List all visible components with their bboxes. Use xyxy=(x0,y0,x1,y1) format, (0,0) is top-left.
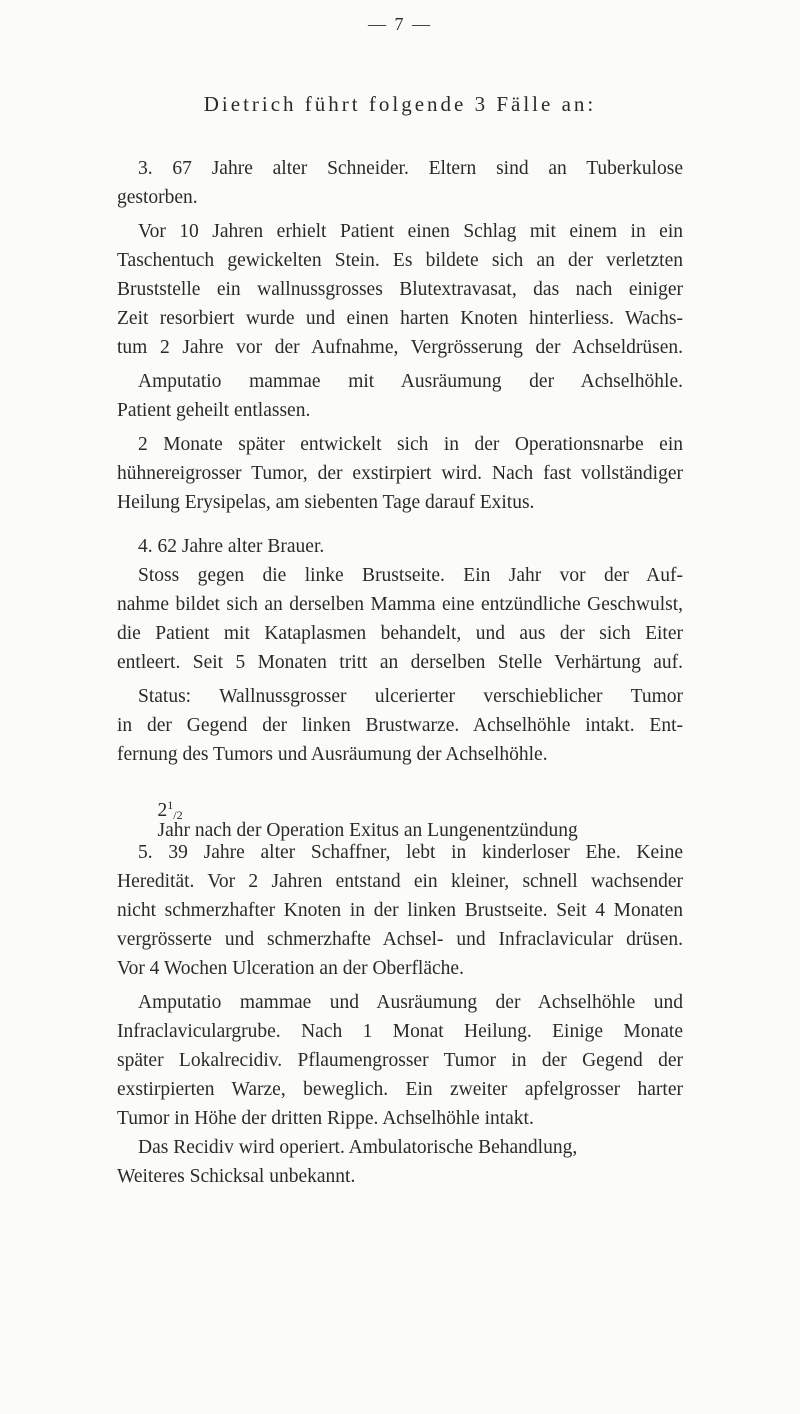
page-number: — 7 — xyxy=(368,14,432,34)
case-5-line: Vor 4 Wochen Ulceration an der Oberfläche. xyxy=(117,958,464,979)
case-5-line: exstirpierten Warze, beweglich. Ein zweiter apfelgrosser harter xyxy=(117,1079,683,1100)
case-4-line: entleert. Seit 5 Monaten tritt an derselben Stelle Verhärtung auf. xyxy=(117,652,683,673)
case-4-line: 4. 62 Jahre alter Brauer. xyxy=(138,536,325,557)
case-3-line: tum 2 Jahre vor der Aufnahme, Vergrösserung der Achseldrüsen. xyxy=(117,337,683,358)
case-5-line: vergrösserte und schmerzhafte Achsel- und Infraclavicular drüsen. xyxy=(117,929,683,950)
case-5-line: nicht schmerzhafter Knoten in der linken Brustseite. Seit 4 Monaten xyxy=(117,900,683,921)
fraction-denominator: 2 xyxy=(176,807,183,822)
case-5-line: Amputatio mammae und Ausräumung der Achselhöhle und xyxy=(138,992,683,1013)
fraction-numerator: 1 xyxy=(167,797,174,812)
case-4-line: nahme bildet sich an derselben Mamma eine entzündliche Geschwulst, xyxy=(117,594,683,615)
case-3-line: Amputatio mammae mit Ausräumung der Achselhöhle. xyxy=(138,371,683,392)
case-4-line: $2^1_{/2}$ Jahr nach der Operation Exitus an Lungenentzündung xyxy=(157,797,578,841)
case-5-line: Infraclaviculargrube. Nach 1 Monat Heilung. Einige Monate xyxy=(117,1021,683,1042)
case-5-line: Das Recidiv wird operiert. Ambulatorische Behandlung, xyxy=(138,1137,578,1158)
case-3-line: Taschentuch gewickelten Stein. Es bildete sich an der verletzten xyxy=(117,250,683,271)
case-3-line: hühnereigrosser Tumor, der exstirpiert wird. Nach fast vollständiger xyxy=(117,463,683,484)
case-3-line: gestorben. xyxy=(117,187,198,208)
case-5-line: Tumor in Höhe der dritten Rippe. Achselhöhle intakt. xyxy=(117,1108,534,1129)
case-3-line: Zeit resorbiert wurde und einen harten Knoten hinterliess. Wachs- xyxy=(117,308,683,329)
fraction-whole: 2 xyxy=(157,799,168,821)
case-3-line: Heilung Erysipelas, am siebenten Tage darauf Exitus. xyxy=(117,492,535,513)
case-3-line: Vor 10 Jahren erhielt Patient einen Schlag mit einem in ein xyxy=(138,221,683,242)
case-5-line: später Lokalrecidiv. Pflaumengrosser Tumor in der Gegend der xyxy=(117,1050,683,1071)
section-heading: Dietrich führt folgende 3 Fälle an: xyxy=(203,92,597,116)
case-3-line: 2 Monate später entwickelt sich in der Operationsnarbe ein xyxy=(138,434,683,455)
case-5-line: Weiteres Schicksal unbekannt. xyxy=(117,1166,356,1187)
case-3-line: 3. 67 Jahre alter Schneider. Eltern sind an Tuberkulose xyxy=(138,158,683,179)
case-3-line: Bruststelle ein wallnussgrosses Blutextravasat, das nach einiger xyxy=(117,279,683,300)
case-4-line: fernung des Tumors und Ausräumung der Achselhöhle. xyxy=(117,744,548,765)
case-3-line: Patient geheilt entlassen. xyxy=(117,400,311,421)
case-4-line: Status: Wallnussgrosser ulcerierter verschieblicher Tumor xyxy=(138,686,683,707)
case-5-line: Heredität. Vor 2 Jahren entstand ein kleiner, schnell wachsender xyxy=(117,871,683,892)
case-4-line: Stoss gegen die linke Brustseite. Ein Jahr vor der Auf- xyxy=(138,565,683,586)
case-5-line: 5. 39 Jahre alter Schaffner, lebt in kinderloser Ehe. Keine xyxy=(138,842,683,863)
case-4-line-text: Jahr nach der Operation Exitus an Lungenentzündung xyxy=(157,819,578,841)
case-4-line: in der Gegend der linken Brustwarze. Achselhöhle intakt. Ent- xyxy=(117,715,683,736)
case-4-line: die Patient mit Kataplasmen behandelt, und aus der sich Eiter xyxy=(117,623,683,644)
